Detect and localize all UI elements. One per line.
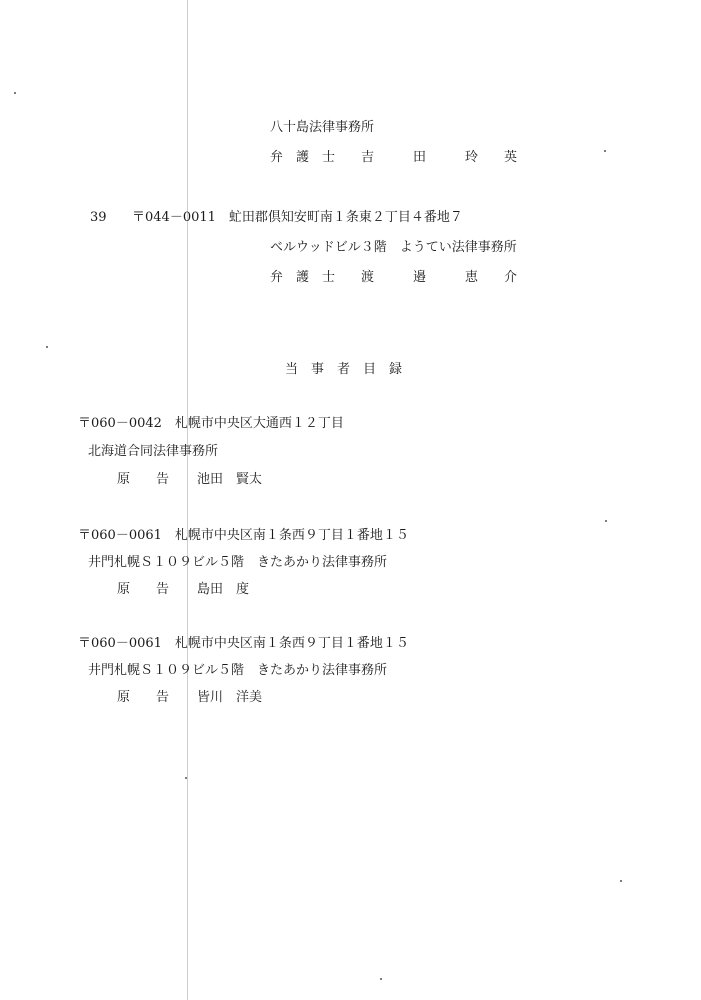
- entry-address: 〒044－0011 虻田郡倶知安町南１条東２丁目４番地７: [132, 210, 463, 225]
- scan-fold-line: [187, 0, 188, 1000]
- party-office: 井門札幌Ｓ１０９ビル５階 きたあかり法律事務所: [88, 663, 388, 678]
- party-office: 北海道合同法律事務所: [88, 444, 219, 459]
- entry-building: ベルウッドビル３階 ようてい法律事務所: [270, 240, 517, 255]
- party-role: 原 告: [117, 472, 170, 487]
- party-address: 〒060－0061 札幌市中央区南１条西９丁目１番地１５: [78, 636, 409, 651]
- party-role: 原 告: [117, 582, 170, 597]
- entry-lawyer: 弁 護 士 渡 邉 恵 介: [270, 270, 518, 285]
- scan-speck: [620, 880, 622, 882]
- scan-speck: [380, 978, 382, 980]
- party-name: 皆川 洋美: [197, 690, 263, 705]
- section-title: 当 事 者 目 録: [285, 362, 403, 377]
- party-address: 〒060－0061 札幌市中央区南１条西９丁目１番地１５: [78, 528, 409, 543]
- party-address: 〒060－0042 札幌市中央区大通西１２丁目: [78, 416, 344, 431]
- scan-speck: [185, 777, 187, 779]
- scan-speck: [14, 92, 16, 94]
- entry-number: 39: [90, 210, 107, 225]
- party-name: 池田 賢太: [197, 472, 263, 487]
- party-office: 井門札幌Ｓ１０９ビル５階 きたあかり法律事務所: [88, 555, 388, 570]
- office-name: 八十島法律事務所: [270, 120, 375, 135]
- scan-speck: [605, 520, 607, 522]
- party-name: 島田 度: [197, 582, 250, 597]
- party-role: 原 告: [117, 690, 170, 705]
- scan-speck: [46, 346, 48, 348]
- lawyer-line: 弁 護 士 吉 田 玲 英: [270, 150, 518, 165]
- scan-speck: [604, 150, 606, 152]
